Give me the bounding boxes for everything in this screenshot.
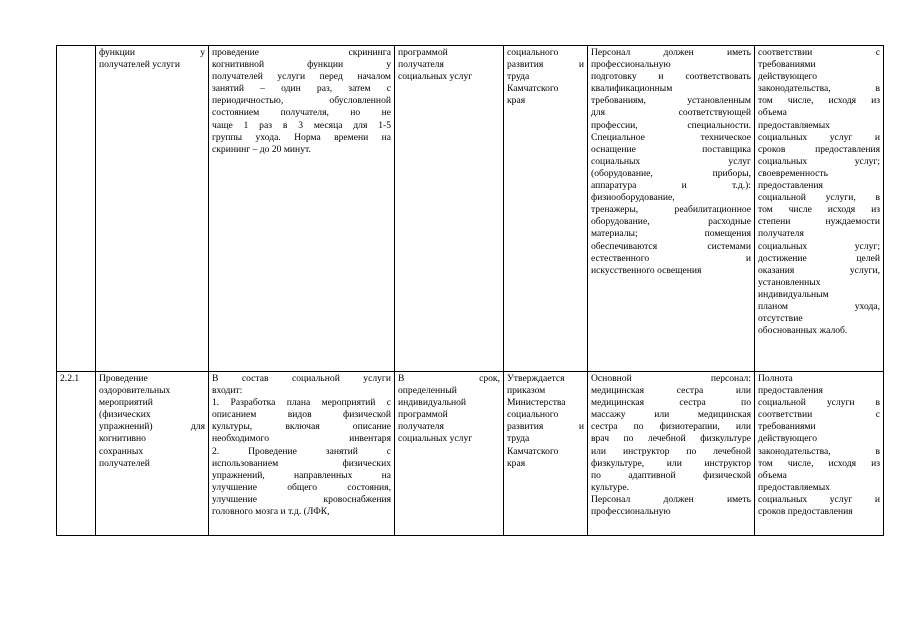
cell-text-line: соответствии с: [758, 409, 880, 421]
cell-text-line: функции у: [99, 47, 205, 58]
cell-text-line: группы ухода. Норма времени на: [212, 131, 391, 143]
cell-text-line: или инструктор по лечебной: [591, 445, 751, 457]
cell-text-line: сестра по физиотерапии, или: [591, 421, 751, 433]
cell-text-line: обеспечиваются системами: [591, 240, 751, 252]
cell-text-line: том числе, исходя из: [758, 95, 880, 107]
cell-text-line: планом ухода,: [758, 300, 880, 312]
row-number-cell: [57, 372, 96, 536]
cell-text-line: социальных услуг и: [758, 131, 880, 143]
cell-text-line: социального: [507, 47, 559, 58]
cell-text-line: когнитивно: [99, 433, 146, 445]
cell-text-line: естественного и: [591, 252, 751, 264]
cell-text-line: 2.2.1: [60, 373, 80, 384]
cell-text-line: проведение скрининга: [212, 47, 391, 58]
cell-text-line: действующего: [758, 71, 818, 83]
cell-text-line: индивидуальной: [398, 397, 467, 409]
cell-text-line: описанием видов физической: [212, 409, 391, 421]
cell-text-line: медицинская сестра или: [591, 385, 751, 397]
quality-cell: [755, 46, 884, 372]
service-term-cell: [395, 46, 504, 372]
cell-text-line: тренажеры, реабилитационное: [591, 204, 751, 216]
cell-text-line: чаще 1 раз в 3 месяца для 1-5: [212, 119, 391, 131]
cell-text-line: получателя: [398, 421, 444, 433]
cell-text-line: степени нуждаемости: [758, 216, 880, 228]
cell-text-line: получателей услуги: [99, 59, 180, 71]
cell-text-line: получателя: [398, 59, 444, 71]
cell-text-line: объема: [758, 469, 787, 481]
services-table: [56, 45, 884, 536]
cell-text-line: края: [507, 457, 526, 469]
cell-text-line: программой: [398, 47, 448, 58]
cell-text-line: социальной услуги, в: [758, 192, 880, 204]
cell-text-line: состоянием получателя, но не: [212, 107, 391, 119]
cell-text-line: оздоровительных: [99, 385, 171, 397]
conditions-cell: [588, 372, 755, 536]
cell-text-line: медицинская сестра по: [591, 397, 751, 409]
cell-text-line: социального: [507, 409, 559, 421]
cell-text-line: отсутствие: [758, 313, 803, 325]
cell-text-line: требованиями: [758, 59, 816, 71]
cell-text-line: улучшение кровоснабжения: [212, 493, 391, 505]
cell-text-line: физкультуре, или инструктор: [591, 457, 751, 469]
cell-text-line: социальных услуг: [398, 433, 473, 445]
cell-text-line: 1. Разработка плана мероприятий с: [212, 397, 391, 409]
cell-text-line: сроков предоставления: [758, 506, 853, 518]
cell-text-line: законодательства, в: [758, 445, 880, 457]
cell-text-line: упражнений) для: [99, 421, 205, 433]
cell-text-line: том числе, исходя из: [758, 457, 880, 469]
cell-text-line: индивидуальным: [758, 288, 829, 300]
cell-text-line: развития и: [507, 421, 584, 433]
conditions-cell: [588, 46, 755, 372]
cell-text-line: сроков предоставления: [758, 143, 880, 155]
cell-text-line: том числе исходя из: [758, 204, 880, 216]
cell-text-line: края: [507, 95, 526, 107]
cell-text-line: Министерства: [507, 397, 566, 409]
cell-text-line: социальных услуг и: [758, 493, 880, 505]
cell-text-line: когнитивной функции у: [212, 59, 391, 71]
cell-text-line: Утверждается: [507, 373, 565, 384]
service-description-cell: [209, 372, 395, 536]
table-row: [57, 372, 884, 536]
cell-text-line: социальных услуг;: [758, 240, 880, 252]
cell-text-line: предоставления: [758, 180, 823, 192]
cell-text-line: периодичностью, обусловленной: [212, 95, 391, 107]
cell-text-line: В срок,: [398, 373, 500, 384]
cell-text-line: Персонал должен иметь: [591, 47, 751, 58]
cell-text-line: требованиями: [758, 421, 816, 433]
cell-text-line: культуры, включая описание: [212, 421, 391, 433]
cell-text-line: Проведение: [99, 373, 148, 384]
cell-text-line: 2. Проведение занятий с: [212, 445, 391, 457]
cell-text-line: улучшение общего состояния,: [212, 481, 391, 493]
cell-text-line: социальных услуг: [398, 71, 473, 83]
cell-text-line: подготовку и соответствовать: [591, 71, 751, 83]
cell-text-line: сохранных: [99, 445, 144, 457]
cell-text-line: входит:: [212, 385, 243, 397]
cell-text-line: мероприятий: [99, 397, 153, 409]
cell-text-line: предоставляемых: [758, 119, 830, 131]
cell-text-line: искусственного освещения: [591, 264, 702, 276]
cell-text-line: профессиональную: [591, 59, 671, 71]
cell-text-line: (физических: [99, 409, 151, 421]
service-description-cell: [209, 46, 395, 372]
cell-text-line: необходимого инвентаря: [212, 433, 391, 445]
cell-text-line: культуре.: [591, 481, 630, 493]
cell-text-line: своевременность: [758, 167, 828, 179]
cell-text-line: получателя: [758, 228, 804, 240]
service-name-cell: [96, 372, 209, 536]
tariff-cell: [504, 372, 588, 536]
cell-text-line: Основной персонал:: [591, 373, 751, 384]
cell-text-line: для соответствующей: [591, 107, 751, 119]
cell-text-line: скрининг – до 20 минут.: [212, 143, 311, 155]
cell-text-line: Полнота: [758, 373, 793, 384]
cell-text-line: труда: [507, 433, 530, 445]
cell-text-line: упражнений, направленных на: [212, 469, 391, 481]
cell-text-line: обоснованных жалоб.: [758, 325, 848, 337]
table-row: [57, 46, 884, 372]
cell-text-line: социальных услуг;: [758, 155, 880, 167]
cell-text-line: врач по лечебной физкультуре: [591, 433, 751, 445]
cell-text-line: по адаптивной физической: [591, 469, 751, 481]
service-name-cell: [96, 46, 209, 372]
cell-text-line: действующего: [758, 433, 818, 445]
cell-text-line: материалы; помещения: [591, 228, 751, 240]
cell-text-line: соответствии с: [758, 47, 880, 58]
cell-text-line: квалификационным: [591, 83, 673, 95]
cell-text-line: профессиональную: [591, 506, 671, 518]
cell-text-line: Персонал должен иметь: [591, 493, 751, 505]
cell-text-line: (оборудование, приборы,: [591, 167, 751, 179]
tariff-cell: [504, 46, 588, 372]
cell-text-line: головного мозга и т.д. (ЛФК,: [212, 506, 330, 518]
cell-text-line: установленных: [758, 276, 821, 288]
cell-text-line: физиооборудование,: [591, 192, 675, 204]
cell-text-line: приказом: [507, 385, 546, 397]
cell-text-line: требованиям, установленным: [591, 95, 751, 107]
cell-text-line: предоставления: [758, 385, 823, 397]
cell-text-line: законодательства, в: [758, 83, 880, 95]
cell-text-line: труда: [507, 71, 530, 83]
cell-text-line: Камчатского: [507, 83, 559, 95]
cell-text-line: аппаратура и т.д.):: [591, 180, 751, 192]
cell-text-line: определенный: [398, 385, 457, 397]
cell-text-line: достижение целей: [758, 252, 880, 264]
cell-text-line: получателей: [99, 457, 150, 469]
cell-text-line: оборудование, расходные: [591, 216, 751, 228]
cell-text-line: объема: [758, 107, 787, 119]
cell-text-line: предоставляемых: [758, 481, 830, 493]
cell-text-line: программой: [398, 409, 448, 421]
cell-text-line: использованием физических: [212, 457, 391, 469]
cell-text-line: развития и: [507, 59, 584, 71]
cell-text-line: занятий – один раз, затем с: [212, 83, 391, 95]
cell-text-line: социальной услуги в: [758, 397, 880, 409]
cell-text-line: В состав социальной услуги: [212, 373, 391, 384]
cell-text-line: Камчатского: [507, 445, 559, 457]
cell-text-line: оснащение поставщика: [591, 143, 751, 155]
service-term-cell: [395, 372, 504, 536]
cell-text-line: оказания услуги,: [758, 264, 880, 276]
cell-text-line: социальных услуг: [591, 155, 751, 167]
cell-text-line: массажу или медицинская: [591, 409, 751, 421]
quality-cell: [755, 372, 884, 536]
cell-text-line: получателей услуги перед началом: [212, 71, 391, 83]
cell-text-line: Специальное техническое: [591, 131, 751, 143]
cell-text-line: профессии, специальности.: [591, 119, 751, 131]
row-number-cell: [57, 46, 96, 372]
